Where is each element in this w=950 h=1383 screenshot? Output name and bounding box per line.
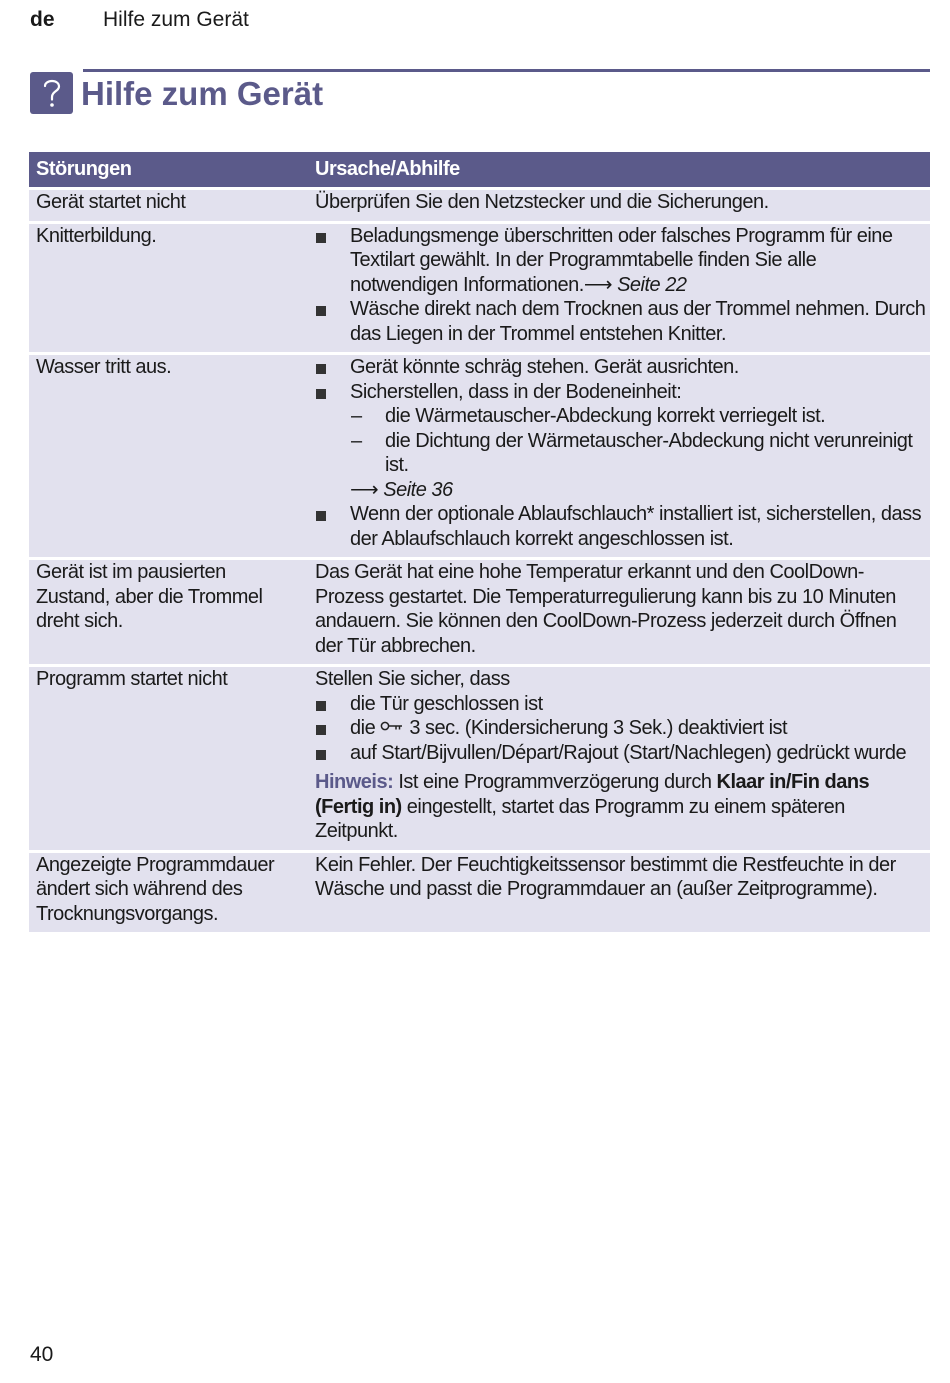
page-reference-label: Seite 22 xyxy=(617,273,687,296)
fault-cell: Gerät ist im pausierten Zustand, aber die Trommel dreht sich. xyxy=(29,559,308,666)
bullet-list xyxy=(315,224,926,347)
intro-text: Stellen Sie sicher, dass xyxy=(315,668,510,690)
page-title: Hilfe zum Gerät xyxy=(81,75,324,112)
key-icon xyxy=(380,717,404,739)
note-bold-text: Klaar in/Fin dans (Fertig in) xyxy=(315,771,870,818)
fault-cell: Wasser tritt aus. xyxy=(29,354,308,559)
list-item-text: 3 sec. (Kindersicherung 3 Sek.) deaktiviert ist xyxy=(409,717,788,739)
table-row xyxy=(29,666,930,852)
page-reference xyxy=(350,478,926,503)
note xyxy=(315,770,926,844)
note-label: Hinweis: xyxy=(315,771,394,793)
table-row xyxy=(29,354,930,559)
cause-cell xyxy=(308,666,930,852)
page-number: 40 xyxy=(30,1343,54,1366)
column-header-cause-remedy: Ursache/Abhilfe xyxy=(308,152,930,189)
list-item: Wäsche direkt nach dem Trocknen aus der Trommel nehmen. Durch das Liegen in der Trommel entstehen Knitter. xyxy=(315,297,926,346)
list-item xyxy=(315,224,926,298)
note-text: Ist eine Programmverzögerung durch xyxy=(398,771,712,793)
list-item-text: Beladungsmenge überschritten oder falsches Programm für eine Textilart gewählt. In der Programmtabelle finden Sie alle notwendigen Informationen. xyxy=(350,224,893,296)
fault-cell: Knitterbildung. xyxy=(29,222,308,354)
arrow-right-icon: ⟶ xyxy=(583,273,613,296)
sub-list-item: – die Wärmetauscher-Abdeckung korrekt verriegelt ist. xyxy=(350,404,926,429)
list-item: auf Start/Bijvullen/Départ/Rajout (Start/Nachlegen) gedrückt wurde xyxy=(315,741,926,766)
language-code: de xyxy=(30,8,55,31)
fault-cell: Gerät startet nicht xyxy=(29,189,308,223)
dash-list xyxy=(350,404,926,478)
question-mark-icon xyxy=(30,72,73,114)
note-text: eingestellt, startet das Programm zu einem späteren Zeitpunkt. xyxy=(315,795,845,842)
table-row xyxy=(29,559,930,666)
page-reference-label: Seite 36 xyxy=(383,478,453,501)
list-item xyxy=(315,380,926,503)
list-item: Gerät könnte schräg stehen. Gerät ausrichten. xyxy=(315,355,926,380)
cause-cell xyxy=(308,354,930,559)
list-item-text: Sicherstellen, dass in der Bodeneinheit: xyxy=(350,380,682,403)
table-row xyxy=(29,189,930,223)
list-item: die Tür geschlossen ist xyxy=(315,692,926,717)
bullet-list xyxy=(315,355,926,551)
running-head xyxy=(30,8,249,32)
column-header-faults: Störungen xyxy=(29,152,308,189)
list-item-text: die xyxy=(350,717,376,739)
fault-cell: Angezeigte Programmdauer ändert sich während des Trocknungsvorgangs. xyxy=(29,851,308,934)
arrow-right-icon: ⟶ xyxy=(350,478,379,501)
cause-cell: Überprüfen Sie den Netzstecker und die Sicherungen. xyxy=(308,189,930,223)
table-row xyxy=(29,222,930,354)
table-header-row xyxy=(29,152,930,189)
table-row xyxy=(29,851,930,934)
list-item: Wenn der optionale Ablaufschlauch* installiert ist, sicherstellen, dass der Ablaufschlauch korrekt angeschlossen ist. xyxy=(315,502,926,551)
list-item xyxy=(315,716,926,741)
sub-list-item: – die Dichtung der Wärmetauscher-Abdeckung nicht verunreinigt ist. xyxy=(350,429,926,478)
title-rule xyxy=(83,69,930,72)
cause-cell: Kein Fehler. Der Feuchtigkeitssensor bestimmt die Restfeuchte in der Wäsche und passt die Programmdauer an (außer Zeitprogramme). xyxy=(308,851,930,934)
fault-cell: Programm startet nicht xyxy=(29,666,308,852)
cause-cell xyxy=(308,222,930,354)
bullet-list xyxy=(315,692,926,766)
running-head-title: Hilfe zum Gerät xyxy=(103,8,249,31)
cause-cell: Das Gerät hat eine hohe Temperatur erkannt und den CoolDown-Prozess gestartet. Die Temperaturregulierung kann bis zu 10 Minuten andauern. Sie können den CoolDown-Prozess jederzeit durch Öffnen der Tür abbrechen. xyxy=(308,559,930,666)
troubleshooting-table xyxy=(29,152,930,935)
page-reference xyxy=(584,274,687,296)
